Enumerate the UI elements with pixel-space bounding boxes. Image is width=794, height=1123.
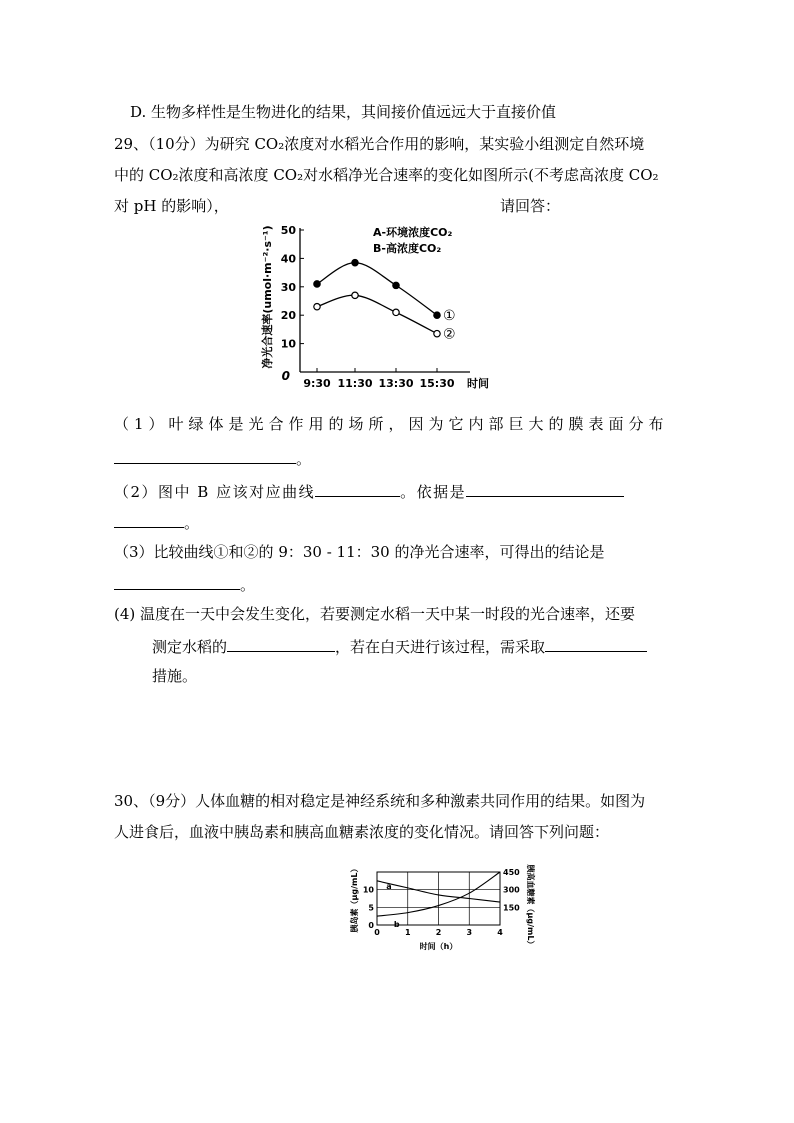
- chart1-data-point: [393, 282, 399, 288]
- chart2-x-tick: 3: [466, 928, 473, 937]
- q29-sub2: （2）图中 B 应该对应曲线 。依据是: [114, 480, 624, 502]
- chart1-ytick-label: 30: [280, 280, 296, 294]
- chart2-series-label: a: [386, 881, 392, 891]
- chart1-series-label: ①: [443, 308, 456, 325]
- chart1-data-point: [434, 312, 440, 318]
- chart1-xtick-label: 11:30: [337, 377, 373, 390]
- chart1-data-point: [434, 330, 440, 336]
- chart2-right-tick: 150: [503, 903, 520, 913]
- q29-line2: 中的 CO₂浓度和高浓度 CO₂对水稻净光合速率的变化如图所示(不考虑高浓度 CO₂: [114, 166, 659, 184]
- chart1-xtick-label: 9:30: [303, 377, 331, 390]
- chart1-ytick-label: 50: [280, 224, 296, 237]
- q29-sub4-line3: 措施。: [152, 667, 198, 685]
- chart2-x-tick: 2: [435, 928, 442, 937]
- sub2-blank-reason[interactable]: [466, 480, 624, 497]
- sub2-blank-reason-cont[interactable]: [114, 511, 184, 528]
- q29-line3b: 请回答：: [500, 197, 561, 215]
- q29-sub2-cont: 。: [114, 511, 199, 533]
- chart1-xtick-label: 15:30: [419, 377, 455, 390]
- sub2-blank-curve[interactable]: [315, 480, 400, 497]
- chart1-ytick-label: 20: [280, 309, 296, 323]
- chart1-data-point: [352, 292, 358, 298]
- chart2-ylabel-left: 胰岛素（μg/mL）: [350, 864, 359, 933]
- chart2-xlabel: 时间（h）: [419, 942, 458, 951]
- chart2-x-tick: 1: [404, 928, 411, 937]
- chart2-left-tick: 0: [368, 921, 374, 930]
- option-d: D. 生物多样性是生物进化的结果，其间接价值远远大于直接价值: [130, 103, 557, 121]
- chart1-data-point: [393, 309, 399, 315]
- sub4-blank-1[interactable]: [227, 635, 335, 652]
- chart1-data-point: [314, 281, 320, 287]
- hormone-chart: [345, 860, 540, 955]
- chart1-xtick-label: 13:30: [378, 377, 414, 390]
- q29-sub1-answer: 。: [114, 447, 311, 469]
- chart2-x-tick: 0: [374, 928, 380, 937]
- chart2-ylabel-right: 胰高血糖素（μg/mL）: [526, 864, 535, 949]
- chart1-series-line: [317, 263, 437, 316]
- chart2-left-tick: 5: [368, 903, 374, 913]
- q29-sub4-line2: 测定水稻的 ，若在白天进行该过程，需采取: [152, 635, 647, 657]
- chart2-right-tick: 300: [503, 885, 520, 895]
- chart1-legend-entry: A-环境浓度CO₂: [373, 226, 453, 239]
- sub4-blank-2[interactable]: [545, 635, 647, 652]
- q29-line3a: 对 pH 的影响），: [114, 197, 229, 215]
- q29-sub3-answer: 。: [114, 573, 255, 595]
- chart2-x-tick: 4: [497, 928, 503, 937]
- q29-sub1: （1）叶绿体是光合作用的场所，因为它内部巨大的膜表面分布: [114, 415, 669, 433]
- chart1-data-point: [352, 259, 358, 265]
- q30-line1: 30、（9分）人体血糖的相对稳定是神经系统和多种激素共同作用的结果。如图为: [114, 792, 646, 810]
- chart2-right-tick: 450: [503, 868, 520, 877]
- chart2-series-label: b: [393, 920, 400, 930]
- chart2-left-tick: 10: [362, 885, 374, 895]
- chart1-ytick-label: 10: [280, 337, 296, 351]
- photosynthesis-chart: [255, 222, 500, 392]
- q29-sub3: （3）比较曲线①和②的 9：30 - 11：30 的净光合速率，可得出的结论是: [114, 543, 605, 561]
- chart1-xlabel: 时间: [467, 377, 489, 390]
- q29-sub4-line1: (4) 温度在一天中会发生变化，若要测定水稻一天中某一时段的光合速率，还要: [114, 605, 636, 623]
- sub3-blank[interactable]: [114, 573, 240, 590]
- chart1-origin-label: 0: [281, 369, 290, 383]
- chart1-yaxis-label: [260, 225, 274, 368]
- q30-line2: 人进食后，血液中胰岛素和胰高血糖素浓度的变化情况。请回答下列问题：: [114, 823, 610, 841]
- sub1-blank[interactable]: [114, 447, 296, 464]
- q29-line1: 29、（10分）为研究 CO₂浓度对水稻光合作用的影响，某实验小组测定自然环境: [114, 135, 645, 153]
- chart1-ylabel: 净光合速率(umol·m⁻²·s⁻¹): [261, 225, 274, 369]
- chart1-ytick-label: 40: [280, 252, 296, 266]
- chart1-series-label: ②: [443, 326, 456, 343]
- chart1-data-point: [314, 303, 320, 309]
- chart1-legend-entry: B-高浓度CO₂: [373, 242, 442, 255]
